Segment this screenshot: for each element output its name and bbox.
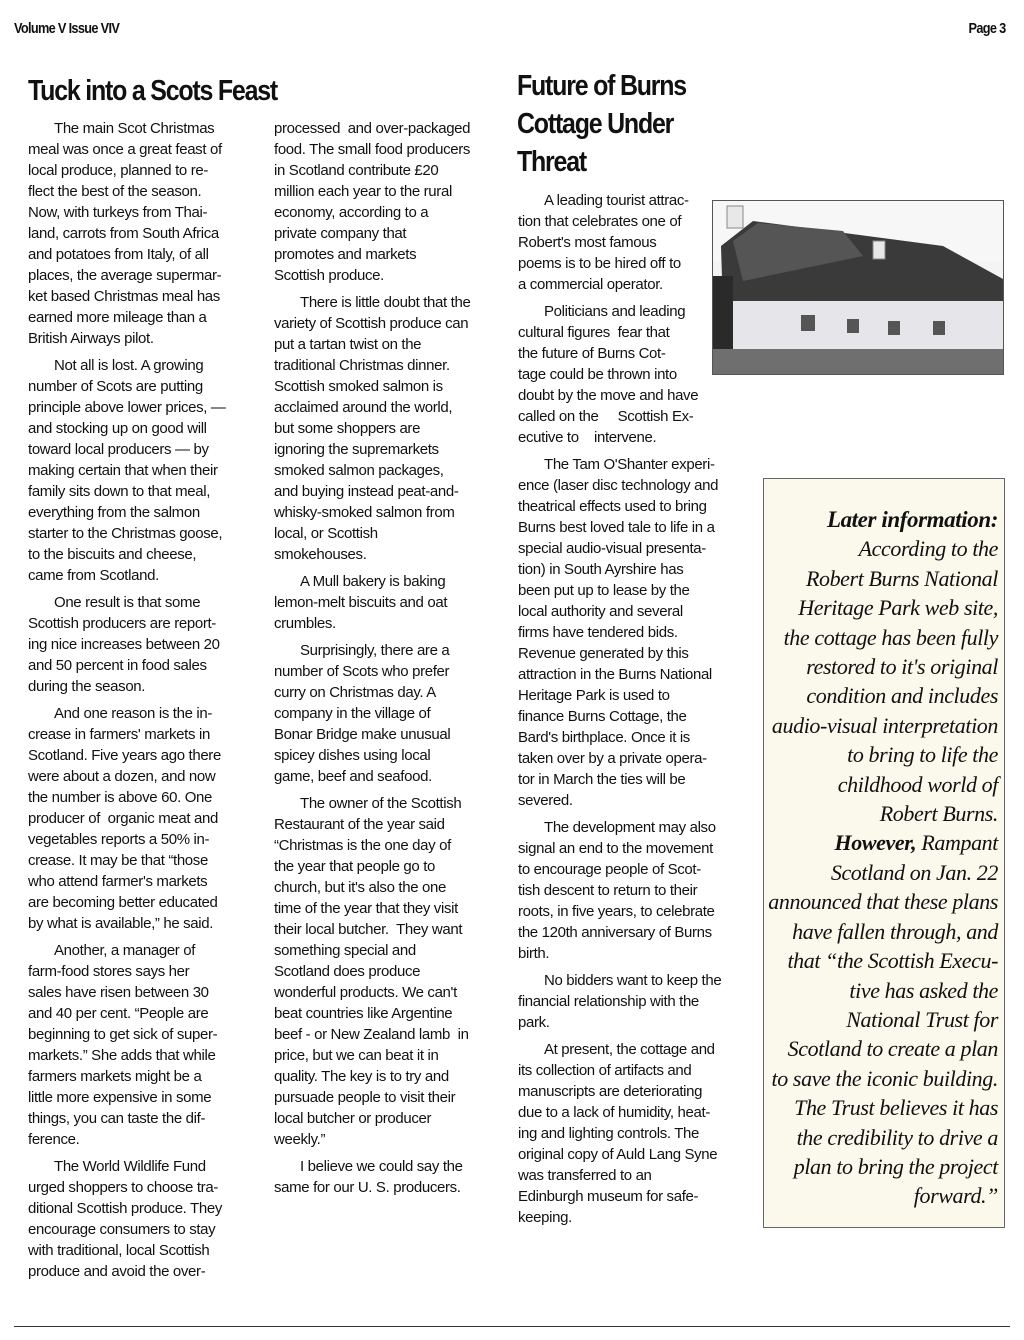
sidebar-heading: Later information:	[826, 507, 998, 532]
paragraph: Politicians and leading cultural figures fear that the future of Burns Cot- tage could be thrown into doubt by the move and have called on the Scottish Ex- ecutive to intervene.	[518, 303, 699, 446]
paragraph: There is little doubt that the variety of Scottish produce can put a tartan twist on the traditional Christmas dinner. Scottish smoked salmon is acclaimed around the world, but some shoppers are ignoring the supremarkets smoked salmon packages, and buying instead peat-and- whisky-smoked salmon from local, or Scottish smokehouses.	[274, 294, 471, 563]
paragraph: The development may also signal an end to the movement to encourage people of Scot- tish descent to return to their roots, in five years, to celebrate the 120th anniversary of Burns birth.	[518, 819, 716, 962]
paragraph: One result is that some Scottish producers are report- ing nice increases between 20 and 50 percent in food sales during the season.	[28, 594, 220, 695]
later-information-sidebar	[763, 478, 1005, 1228]
article2-title: Future of Burns Cottage Under Threat	[517, 70, 686, 178]
paragraph: The World Wildlife Fund urged shoppers to choose tra- ditional Scottish produce. They encourage consumers to stay with traditional, local Scottish produce and avoid the over-	[28, 1158, 222, 1280]
paragraph: No bidders want to keep the financial relationship with the park.	[518, 972, 722, 1031]
article1-title: Tuck into a Scots Feast	[28, 75, 278, 107]
paragraph: I believe we could say the same for our U. S. producers.	[274, 1158, 463, 1196]
paragraph: processed and over-packaged food. The small food producers in Scotland contribute £20 million each year to the rural economy, according to a private company that promotes and markets Scottish produce.	[274, 120, 471, 284]
paragraph: And one reason is the in- crease in farmers' markets in Scotland. Five years ago there were about a dozen, and now the number is above 60. One producer of organic meat and vegetables reports a 50% in- crease. It may be that “those who attend farmer's markets are becoming better educated by what is available,” he said.	[28, 705, 221, 932]
issue-label: Volume V Issue VIV	[14, 20, 120, 37]
article1-column-2	[274, 118, 506, 1204]
paragraph: Not all is lost. A growing number of Scots are putting principle above lower prices, — and stocking up on good will toward local producers — by making certain that when their family sits down to that meal, everything from the salmon starter to the Christmas goose, to the biscuits and cheese, came from Scotland.	[28, 357, 226, 584]
paragraph: At present, the cottage and its collection of artifacts and manuscripts are deteriorating due to a lack of humidity, heat- ing and lighting controls. The original copy of Auld Lang Syne was transferred to an Edinburgh museum for safe- keeping.	[518, 1041, 718, 1226]
paragraph: The owner of the Scottish Restaurant of the year said “Christmas is the one day of the year that people go to church, but it's also the one time of the year that they visit their local butcher. They want something special and Scotland does produce wonderful products. We can't beat countries like Argentine beef - or New Zealand lamb in price, but we can beat it in quality. The key is to try and pursuade people to visit their local butcher or producer weekly.”	[274, 795, 469, 1148]
paragraph: A leading tourist attrac- tion that celebrates one of Robert's most famous poems is to be hired off to a commercial operator.	[518, 192, 689, 293]
paragraph: The main Scot Christmas meal was once a great feast of local produce, planned to re- flect the best of the season. Now, with turkeys from Thai- land, carrots from South Africa and potatoes from Italy, of all places, the average supermar- ket based Christmas meal has earned more mileage than a British Airways pilot.	[28, 120, 222, 347]
sidebar-text-2: Rampant Scotland on Jan. 22 announced that these plans have fallen through, and that “the Scottish Execu- tive has asked the National Trust for Scotland to create a plan to save the iconic building. The Trust believes it has the credibility to drive a plan to bring the project forward.”	[768, 830, 998, 1209]
paragraph: Surprisingly, there are a number of Scots who prefer curry on Christmas day. A company in the village of Bonar Bridge make unusual spicey dishes using local game, beef and seafood.	[274, 642, 451, 785]
footer-rule	[14, 1326, 1010, 1327]
paragraph: The Tam O'Shanter experi- ence (laser disc technology and theatrical effects used to bring Burns best loved tale to life in a special audio-visual presenta- tion) in South Ayrshire has been put up to lease by the local authority and several firms have tendered bids. Revenue generated by this attraction in the Burns National Heritage Park is used to finance Burns Cottage, the Bard's birthplace. Once it is taken over by a private opera- tor in March the ties will be severed.	[518, 456, 719, 809]
page-number: Page 3	[968, 20, 1006, 37]
burns-cottage-photo	[712, 200, 1004, 375]
sidebar-however: However,	[834, 830, 917, 856]
article1-column-1	[28, 118, 260, 1288]
paragraph: A Mull bakery is baking lemon-melt biscuits and oat crumbles.	[274, 573, 448, 632]
paragraph: Another, a manager of farm-food stores says her sales have risen between 30 and 40 per cent. “People are beginning to get sick of super- markets.” She adds that while farmers markets might be a little more expensive in some things, you can taste the dif- ference.	[28, 942, 218, 1148]
sidebar-text-1: According to the Robert Burns National Heritage Park web site, the cottage has been fully restored to it's original condition and includes audio-visual interpretation to bring to life the childhood world of Robert Burns.	[771, 536, 998, 827]
